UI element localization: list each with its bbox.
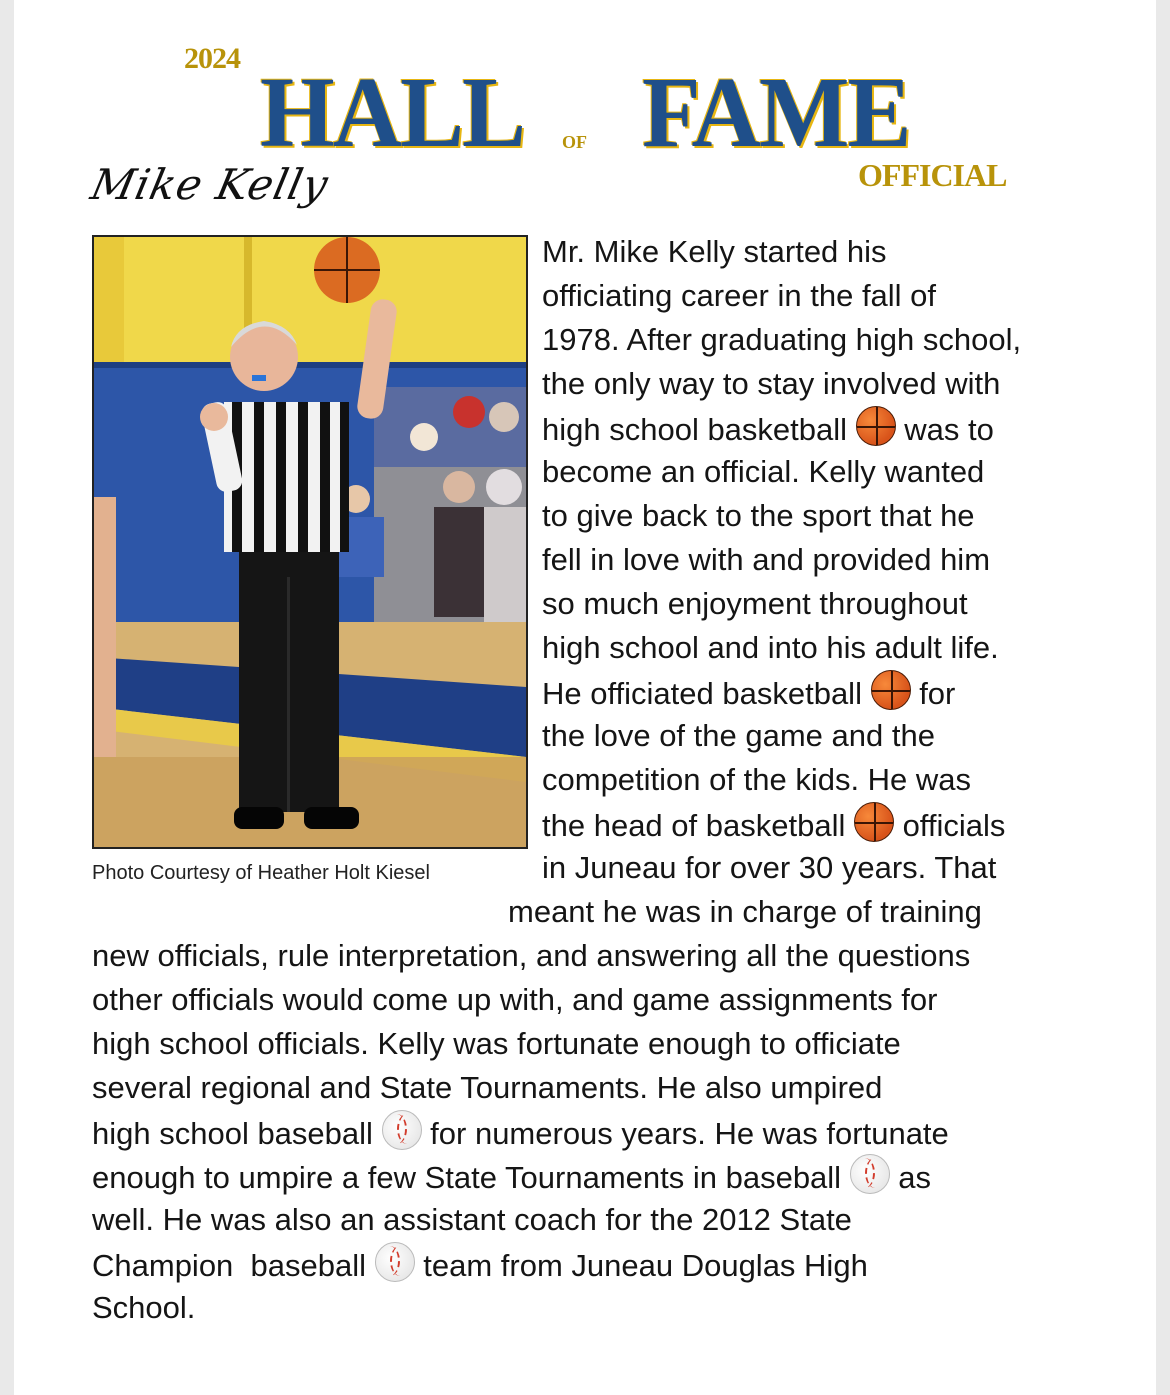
header-of: OF (562, 132, 587, 152)
bio-text: to give back to the sport that he (542, 498, 975, 533)
bio-line (542, 626, 1021, 670)
bio-text: well. He was also an assistant coach for the 2012 State (92, 1202, 852, 1237)
bio-text: enough to umpire a few State Tournaments in baseball (92, 1160, 850, 1195)
bio-text: other officials would come up with, and game assignments for (92, 982, 938, 1017)
header-year: 2024 (184, 42, 240, 75)
bio-line (92, 1110, 982, 1154)
bio-line (542, 538, 1021, 582)
bio-line (542, 670, 1021, 714)
bio-text: several regional and State Tournaments. He also umpired (92, 1070, 883, 1105)
bio-text: He officiated basketball (542, 676, 871, 711)
bio-text: the head of basketball (542, 808, 854, 843)
bio-line (542, 582, 1021, 626)
bio-text: was to (895, 412, 994, 447)
header-official: OFFICIAL (858, 157, 1007, 193)
baseball-icon (382, 1110, 422, 1150)
basketball-icon (854, 802, 894, 842)
bio-line (542, 450, 1021, 494)
bio-text: high school and into his adult life. (542, 630, 999, 665)
bio-text: competition of the kids. He was (542, 762, 972, 797)
bio-full-width (92, 890, 982, 1330)
bio-text: in Juneau for over 30 years. That (542, 850, 997, 885)
bio-line (92, 978, 982, 1022)
bio-text: officials (893, 808, 1006, 843)
bio-text: Champion baseball (92, 1248, 375, 1283)
header-fame: FAME (642, 55, 910, 169)
photo-caption: Photo Courtesy of Heather Holt Kiesel (92, 862, 430, 884)
bio-line (92, 934, 982, 978)
bio-line (542, 802, 1021, 846)
bio-text: meant he was in charge of training (508, 894, 982, 929)
bio-line (92, 1066, 982, 1110)
bio-text: become an official. Kelly wanted (542, 454, 985, 489)
bio-text: for (910, 676, 956, 711)
bio-text: School. (92, 1290, 196, 1325)
bio-text: the only way to stay involved with (542, 366, 1001, 401)
bio-line (542, 230, 1021, 274)
bio-line (92, 1242, 982, 1286)
bio-text: new officials, rule interpretation, and answering all the questions (92, 938, 971, 973)
bio-text: high school basketball (542, 412, 856, 447)
bio-line (92, 1154, 982, 1198)
baseball-icon (850, 1154, 890, 1194)
page (14, 0, 1156, 1395)
bio-line (542, 362, 1021, 406)
basketball-icon (871, 670, 911, 710)
bio-text: for numerous years. He was fortunate (421, 1116, 949, 1151)
bio-line (542, 318, 1021, 362)
bio-text: officiating career in the fall of (542, 278, 937, 313)
signature: Mike Kelly (86, 160, 334, 209)
bio-text: high school baseball (92, 1116, 382, 1151)
referee-photo (92, 235, 528, 849)
bio-text: fell in love with and provided him (542, 542, 991, 577)
header-hall: HALL (260, 55, 525, 169)
bio-text: so much enjoyment throughout (542, 586, 968, 621)
bio-text: team from Juneau Douglas High (414, 1248, 868, 1283)
bio-line (542, 714, 1021, 758)
bio-line (542, 406, 1021, 450)
bio-line (542, 758, 1021, 802)
bio-line (542, 494, 1021, 538)
bio-line (92, 1198, 982, 1242)
bio-text: high school officials. Kelly was fortunate enough to officiate (92, 1026, 901, 1061)
bio-line (92, 1286, 982, 1330)
bio-line (92, 890, 982, 934)
bio-text: the love of the game and the (542, 718, 935, 753)
bio-text: Mr. Mike Kelly started his (542, 234, 887, 269)
bio-line (542, 846, 1021, 890)
bio-right-column (542, 230, 1021, 890)
bio-line (542, 274, 1021, 318)
bio-text: 1978. After graduating high school, (542, 322, 1022, 357)
bio-text: as (889, 1160, 932, 1195)
bio-line (92, 1022, 982, 1066)
basketball-icon (856, 406, 896, 446)
baseball-icon (375, 1242, 415, 1282)
